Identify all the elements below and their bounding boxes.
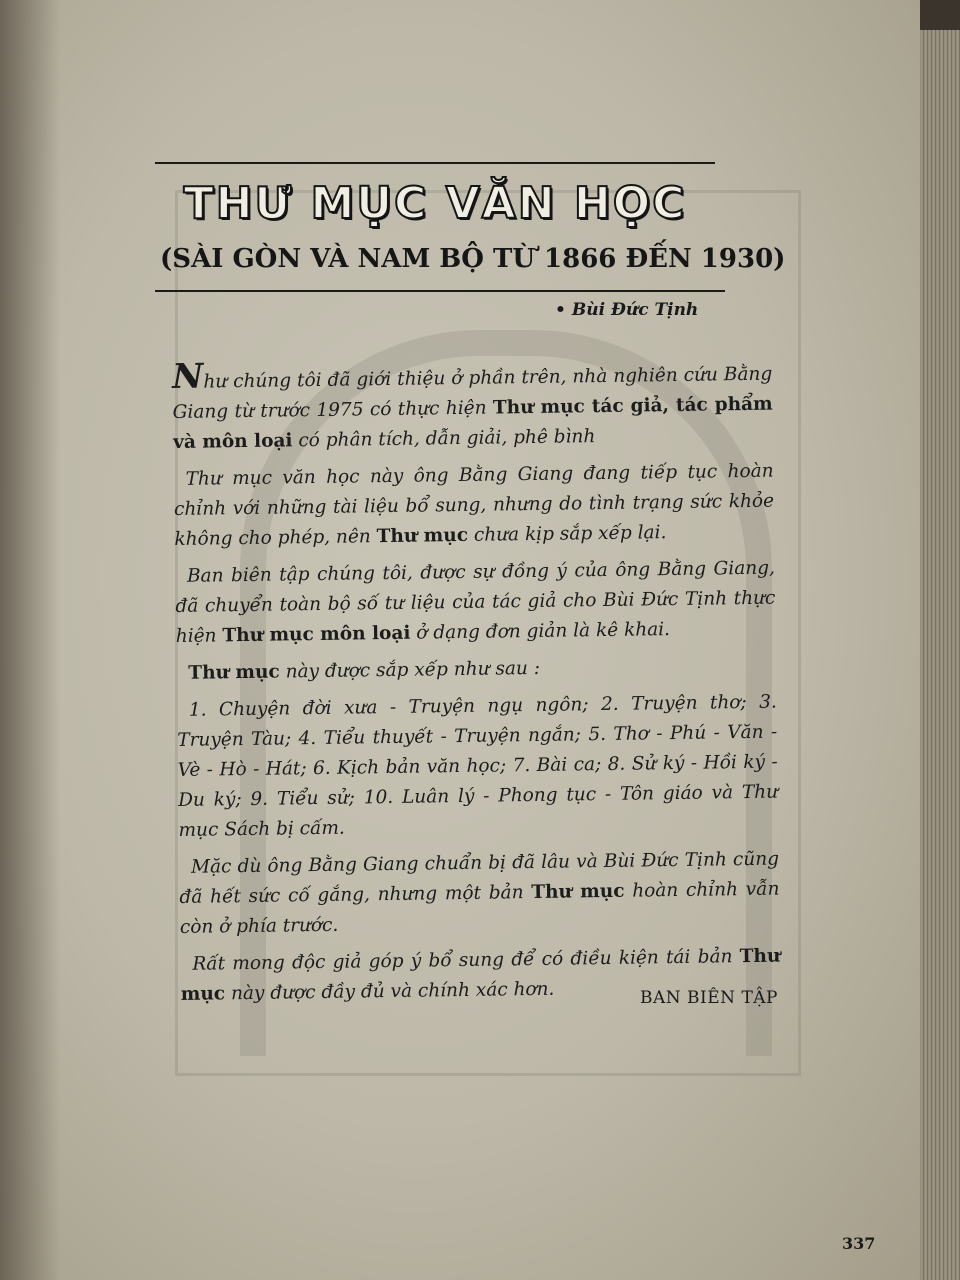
book-page-edges — [920, 30, 960, 1280]
paragraph-text: ở dạng đơn giản là kê khai. — [410, 619, 671, 644]
author-name: Bùi Đức Tịnh — [571, 300, 699, 320]
bold-term: Thư mục môn loại — [222, 622, 411, 647]
bold-term: Thư mục — [531, 880, 625, 904]
paragraph-text: hư chúng tôi đã giới thiệu ở phần trên, nhà nghiên cứu Bằng Giang từ trước 1975 có thực hiện — [172, 363, 773, 423]
article-subtitle: (SÀI GÒN VÀ NAM BỘ TỪ 1866 ĐẾN 1930) — [160, 244, 786, 274]
paragraph-text: Rất mong độc giả góp ý bổ sung để có điều kiện tái bản — [192, 946, 740, 975]
paragraph-1 — [172, 354, 773, 458]
paragraph-2 — [173, 457, 774, 555]
paragraph-text: Ban biên tập chúng tôi, được sự đồng ý của ông Bằng Giang, đã chuyển toàn bộ số tư liệu của tác giả cho Bùi Đức Tịnh thực hiện — [175, 557, 776, 647]
header-rule-top — [155, 162, 715, 164]
header-rule-bottom — [155, 290, 725, 292]
paragraph-text: hoàn chỉnh vẫn còn ở phía trước. — [179, 878, 780, 938]
paragraph-3 — [175, 554, 776, 652]
drop-cap: N — [171, 356, 204, 397]
bullet-icon: • — [555, 300, 566, 320]
author-byline — [555, 300, 698, 320]
paragraph-5 — [177, 688, 779, 846]
paragraph-text: này được sắp xếp như sau : — [279, 657, 541, 683]
bold-term: Thư mục — [376, 524, 469, 548]
paragraph-4 — [176, 651, 776, 689]
paragraph-text: Mặc dù ông Bằng Giang chuẩn bị đã lâu và Bùi Đức Tịnh cũng đã hết sức cố gắng, nhưng một bản — [179, 848, 780, 908]
page-number: 337 — [842, 1234, 876, 1253]
article-body — [172, 354, 781, 1017]
bold-term: Thư mục — [188, 661, 280, 684]
paragraph-text: 1. Chuyện đời xưa - Truyện ngụ ngôn; 2. Truyện thơ; 3. Truyện Tàu; 4. Tiểu thuyết - Truyện ngắn; 5. Thơ - Phú - Văn - Vè - Hò - Hát; 6. Kịch bản văn học; 7. Bài ca; 8. Sử ký - Hồi ký - Du ký; 9. Tiểu sử; 10. Luân lý - Phong tục - Tôn giáo và Thư mục Sách bị cấm. — [177, 691, 779, 841]
gutter-shadow — [0, 0, 60, 1280]
article-title: THƯ MỤC VĂN HỌC — [183, 178, 687, 229]
paragraph-text: có phân tích, dẫn giải, phê bình — [292, 426, 596, 452]
bold-term: Thư mục tác giả, tác phẩm và môn loại — [172, 393, 773, 453]
paragraph-6 — [179, 845, 780, 943]
paragraph-text: này được đầy đủ và chính xác hơn. — [224, 978, 555, 1005]
paragraph-text: Thư mục văn học này ông Bằng Giang đang tiếp tục hoàn chỉnh với những tài liệu bổ sung, nhưng do tình trạng sức khỏe không cho phép, nên — [173, 460, 775, 550]
editorial-signature: BAN BIÊN TẬP — [640, 988, 778, 1008]
paragraph-text: chưa kịp sắp xếp lại. — [467, 522, 667, 546]
bold-term: Thư mục — [180, 945, 781, 1005]
